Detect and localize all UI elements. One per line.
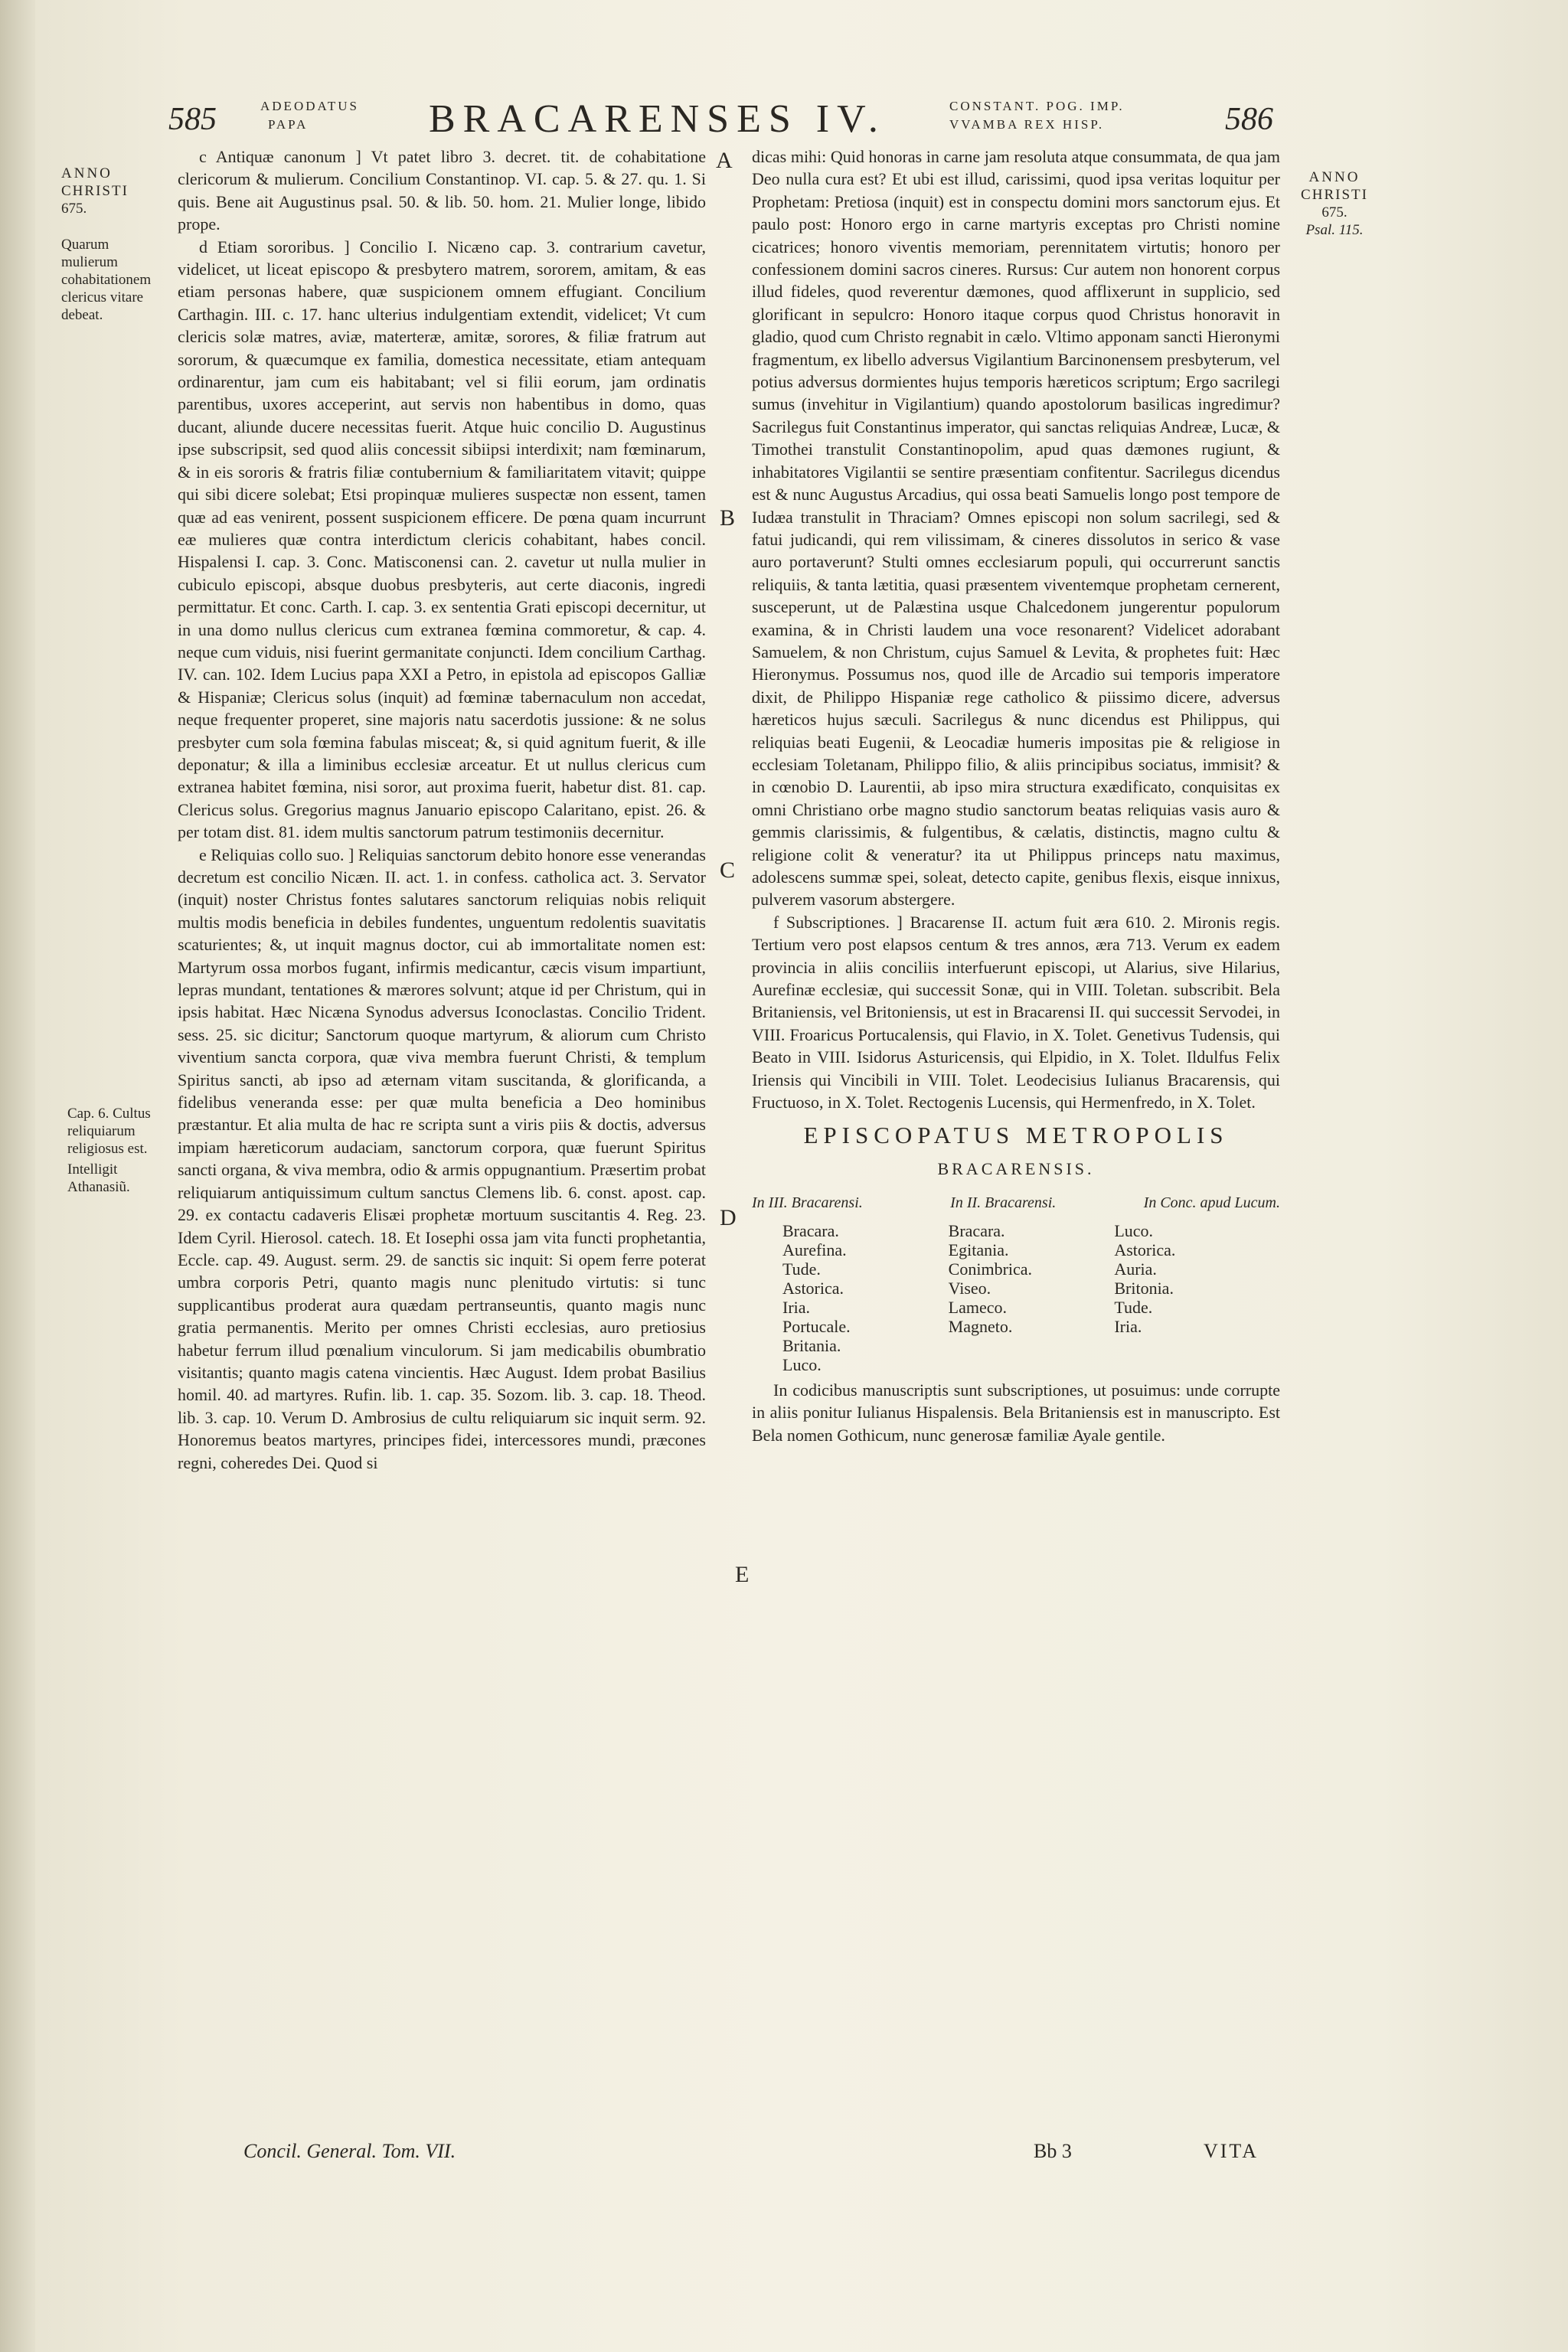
section-letter-d: D [720, 1205, 737, 1230]
episcopatus-header-1: In III. Bracarensi. [752, 1194, 863, 1212]
see-name: Portucale. [782, 1316, 851, 1336]
gutter-previous-page [0, 0, 35, 2352]
section-letter-a: A [716, 148, 733, 173]
episcopatus-title: EPISCOPATUS METROPOLIS [803, 1122, 1229, 1149]
footer-signature: Bb 3 [1034, 2140, 1072, 2162]
note-e-reliquias: e Reliquias collo suo. ] Reliquias sanctorum debito honore esse venerandas decretum est concilio Nicæn. II. act. 1. in confess. catholica act. 3. Servator (inquit) noster Christus fontes salutares sanctorum reliquias nobis reliquit multis modis beneficia in debiles fundentes, unguentum redolentis suavitatis scaturientes; &, ut inquit magnus doctor, cui ab immortalitate nomen est: Martyrum ossa morbos fugant, infirmis medicantur, cæcis visum impartiunt, lepras mundant, tentationes & mærores solvunt; atque id per Christum, qui in ipsis habitat. Hæc Nicæna Synodus adversus Iconoclastas. Concilio Trident. sess. 25. sic dicitur; Sanctorum quoque martyrum, & aliorum cum Christo viventium sancta corpora, quæ viva membra fuerunt Christi, & templum Spiritus sancti, ab ipso ad æternam vitam suscitanda, & glorificanda, a fidelibus veneranda esse: per quæ multa beneficia a Deo hominibus præstantur. Et alia multa de hac re scripta sunt a viris piis & doctis, adversus impiam hæreticorum audaciam, sanctorum corpora, quæ fuerunt Spiritus sancti organa, & viva membra, odio & armis oppugnantium. Præsertim probat reliquiarum antiquissimum cultum sanctus Clemens lib. 6. const. apost. cap. 29. ex contactu cadaveris Elisæi prophetæ mortuum suscitantis 4. Reg. 23. Idem Cyril. Hierosol. catech. 18. Et Iosephi ossa jam vita functi prophetantia, Eccle. cap. 49. August. serm. 29. de sanctis sic inquit: Si opem ferre poterat umbra corporis Petri, quanto magis nunc plenitudo virtutis: si tunc supplicantibus proderat aura quædam pertranseuntis, quanto magis nunc gratia permanentis. Merito per omnes Christi ecclesias, auro pretiosius habetur ferrum illud pœnalium vinculorum. Si jam medicabilis obumbratio visitantis; quanto magis catena vincientis. Hæc August. Idem probat Basilius homil. 40. ad martyres. Rufin. lib. 1. cap. 35. Sozom. lib. 3. cap. 18. Theod. lib. 3. cap. 10. Verum D. Ambrosius de cultu reliquiarum sic inquit serm. 92. Honoremus beatos martyres, principes fidei, intercessores mundi, præcones regni, coheredes Dei. Quod si [178, 844, 706, 1472]
margin-note-cohabitation: Quarum mulierum cohabitationem clericus vitare debeat. [61, 237, 152, 323]
see-name: Astorica. [1114, 1240, 1176, 1259]
margin-year-right: 675. [1321, 204, 1348, 220]
right-column [752, 145, 1280, 1446]
right-page-number: 586 [1225, 102, 1273, 137]
see-name: Auria. [1114, 1259, 1157, 1279]
left-pope-name: ADEODATUS [260, 99, 359, 113]
running-head [153, 90, 1348, 152]
section-letter-b: B [720, 505, 736, 531]
note-f-subscriptiones: f Subscriptiones. ] Bracarense II. actum fuit æra 610. 2. Mironis regis. Tertium vero post elapsos centum & tres annos, æra 713. Verum ex eadem provincia in aliis conciliis interfuerunt episcopi, ut Alarius, sive Hilarius, Aurefinæ ecclesiæ, qui successit Sonæ, qui in VIII. Toletan. subscribit. Bela Britaniensis, vel Britoniensis, ut est in Bracarensi II. qui successit Servodei, in VIII. Froaricus Portucalensis, qui Flavio, in X. Tolet. Genetivus Tudensis, qui Beato in VIII. Isidorus Asturicensis, qui Elpidio, in X. Tolet. Ildulfus Felix Iriensis qui Vincibili in VIII. Tolet. Leodecisius Iulianus Bracarensis, qui Fructuoso, in X. Tolet. Rectogenis Lucensis, qui Hermenfredo, in X. Tolet. [752, 912, 1280, 1112]
see-name: Viseo. [948, 1278, 991, 1298]
see-name: Britonia. [1114, 1278, 1174, 1298]
right-king: VVAMBA REX HISP. [949, 117, 1105, 132]
episcopatus-header-3: In Conc. apud Lucum. [1143, 1194, 1280, 1212]
see-name: Aurefina. [782, 1240, 847, 1259]
see-name: Iria. [782, 1297, 811, 1317]
see-name: Conimbrica. [948, 1259, 1033, 1279]
see-name: Bracara. [948, 1220, 1005, 1240]
see-name: Luco. [1114, 1220, 1154, 1240]
see-name: Luco. [782, 1354, 822, 1374]
see-name: Egitania. [948, 1240, 1009, 1259]
section-letter-c: C [720, 858, 736, 883]
see-name: Tude. [1114, 1297, 1153, 1317]
see-name: Tude. [782, 1259, 821, 1279]
see-name: Magneto. [948, 1316, 1013, 1336]
episcopatus-table [782, 1221, 1280, 1374]
see-name: Iria. [1114, 1316, 1142, 1336]
left-page-number: 585 [168, 102, 217, 137]
margin-psalm-ref: Psal. 115. [1305, 222, 1364, 238]
episcopatus-col-1 [782, 1221, 949, 1374]
right-margin-notes [1292, 168, 1377, 239]
section-letter-e: E [735, 1562, 750, 1587]
note-c-antiquae-canonum: c Antiquæ canonum ] Vt patet libro 3. decret. tit. de cohabitatione clericorum & mulierum. Concilium Constantinop. VI. cap. 5. & 27. qu. 1. Si quis. Bene ait Augustinus psal. 50. & lib. 50. hom. 21. Mulier longe, libido prope. [178, 147, 706, 234]
margin-year-label-right: ANNO [1308, 169, 1361, 185]
margin-year-label: ANNO [61, 165, 113, 181]
footer-catchword: VITA [1204, 2140, 1259, 2162]
episcopatus-headers [752, 1192, 1280, 1214]
margin-year: 675. [61, 201, 87, 217]
episcopatus-header-2: In II. Bracarensi. [950, 1194, 1057, 1212]
see-name: Astorica. [782, 1278, 844, 1298]
episcopatus-subtitle: BRACARENSIS. [937, 1158, 1095, 1178]
left-column [178, 145, 706, 1474]
margin-note-relics: Cap. 6. Cultus reliquiarum religiosus est. [67, 1106, 151, 1157]
left-margin-notes [61, 165, 153, 324]
margin-year-era-right: CHRISTI [1301, 187, 1368, 203]
see-name: Bracara. [782, 1220, 839, 1240]
note-d-etiam-sororibus: d Etiam sororibus. ] Concilio I. Nicæno cap. 3. contrarium cavetur, videlicet, ut liceat episcopo & presbytero matrem, sororem, amitam, & eas etiam personas habere, quæ suspicionem omnem effugiant. Concilium Carthagin. III. c. 17. hanc ulterius indulgentiam extendit, videlicet; Vt cum clericis solæ matres, aviæ, materteræ, amitæ, sorores, & filiæ fratrum aut sororum, & quæcumque ex familia, domestica necessitate, etiam antequam ordinarentur, jam cum eis habitabant; vel si filii eorum, jam ordinatis parentibus, uxores acceperint, aut servis non habentibus in domo, quas ducant, aliunde ducere necessitas fuerit. Atque huic concilio D. Augustinus ipse subscripsit, sed quod aliis concessit sibiipsi interdixit; nam fœminarum, & in eis sororis & fratris filiæ contubernium & familiaritatem vitavit; quippe qui sibi dicere solebat; Etsi propinquæ mulieres suspectæ non essent, tamen quæ ad eas venirent, possent suspicionem efficere. De pœna quam incurrunt eæ mulieres quæ contra interdictum clericis cohabitant, habes concil. Hispalensi I. cap. 3. Conc. Matisconensi can. 2. cavetur ut nulla mulier in cubiculo episcopi, absque duobus presbyteris, aut certe diaconis, ingredi permittatur. Et conc. Carth. I. cap. 3. ex sententia Grati episcopi decernitur, ut in una domo nullus clericus cum extranea fœmina commoretur, & cap. 4. neque cum viduis, nisi fuerint germanitate conjuncti. Idem concilium Carthag. IV. can. 102. Idem Lucius papa XXI a Petro, in epistola ad episcopos Galliæ & Hispaniæ; Clericus solus (inquit) ad fœminæ tabernaculum non accedat, neque frequenter properet, sine majoris natu sacerdotis jussione: & ne solus presbyter cum sola fœmina fabulas misceat; &, si quid agnitum fuerit, & ille deponatur; & illa a liminibus ecclesiæ arceatur. Et ut nullus clericus cum extranea habitet fœmina, nisi soror, aut proxima fuerit, habetur dist. 81. cap. Clericus solus. Gregorius magnus Januario episcopo Calaritano, epist. 26. & per totam dist. 81. idem multis sanctorum patrum testimoniis decernitur. [178, 237, 706, 842]
page-title: BRACARENSES IV. [429, 97, 886, 141]
right-emperor: CONSTANT. POG. IMP. [949, 99, 1125, 113]
left-pope-title: PAPA [268, 117, 309, 132]
footer-volume: Concil. General. Tom. VII. [243, 2140, 456, 2162]
margin-note-athanasius: Intelligit Athanasiũ. [67, 1161, 130, 1195]
episcopatus-col-2 [949, 1221, 1115, 1374]
see-name: Lameco. [948, 1297, 1008, 1317]
right-column-continued-text: dicas mihi: Quid honoras in carne jam resoluta atque consummata, de qua jam Deo nulla cura est? Et ubi est illud, carissimi, quod ipsa veritas loquitur per Prophetam: Pretiosa (inquit) est in conspectu domini mors sanctorum ejus. Et paulo post: Honoro ergo in carne martyris exceptas pro Christi nomine cicatrices; honoro viventis memoriam, perennitatem virtutis; honoro per confessionem domini sacros cineres. Rursus: Cur autem non honorent corpus illud fideles, quod reverentur dæmones, quod afflixerunt in supplicio, sed glorificant in sepulcro: Honoro itaque corpus quod Christus honoravit in gladio, quod cum Christo regnabit in cælo. Vltimo apponam sancti Hieronymi fragmentum, ex libello adversus Vigilantium Barcinonensem presbyterum, vel potius adversus dormientes hujus temporis hæreticos scriptum; Ergo sacrilegi sumus (invehitur in Vigilantium) quando apostolorum basilicas ingredimur? Sacrilegus fuit Constantinus imperator, qui sanctas reliquias Andreæ, Lucæ, & Timothei transtulit Constantinopolim, apud quas dæmones rugiunt, & inhabitatores Vigilantii se sentire præsentiam confitentur. Sacrilegus dicendus est & nunc Augustus Arcadius, qui ossa beati Samuelis longo post tempore de Iudæa transtulit in Thraciam? Omnes episcopi non solum sacrilegi, sed & fatui judicandi, qui rem vilissimam, & cineres dissolutos in serico & vase auro portaverunt? Stulti omnes ecclesiarum populi, qui occurrerunt sanctis reliquiis, & tanta lætitia, quasi præsentem viventemque prophetam cernerent, susceperunt, ut de Palæstina usque Chalcedonem jungerentur populorum examina, & in Christi laudem una voce resonarent? Videlicet adorabant Samuelem, & non Christum, cujus Samuel & Levita, & prophetes fuit: Hæc Hieronymus. Possumus nos, quod ille de Arcadio sui temporis imperatore dixit, de Philippo Hispaniæ rege catholico & piissimo dicere, adversus hæreticos hujus sæculi. Sacrilegus & nunc dicendus est Philippus, qui reliquias beati Eugenii, & Leocadiæ humeris impositas pie & religiose in ecclesiam Toletanam, Philippo filio, & aliis principibus sociatus, immisit? & in cœnobio D. Laurentii, ab ipso mira structura exædificato, conquisitas ex omni Christiano orbe magno studio sanctorum beatas reliquias vasis auro & gemmis clarissimis, & fulgentibus, & cælatis, distinctis, magno cultu & religione colit & veneratur? ita ut Philippus princeps natu maximus, adolescens summæ spei, soleat, detecto capite, genibus flexis, eisque innixus, pulverem vasorum abstergere. [752, 147, 1280, 910]
margin-year-era: CHRISTI [61, 183, 129, 199]
episcopatus-col-3 [1114, 1221, 1280, 1374]
episcopatus-note: In codicibus manuscriptis sunt subscriptiones, ut posuimus: unde corrupte in aliis ponitur Iulianus Hispalensis. Bela Britaniensis est in manuscripto. Est Bela nomen Gothicum, nunc generosæ familiæ Ayale gentile. [752, 1380, 1280, 1445]
see-name: Britania. [782, 1335, 841, 1355]
